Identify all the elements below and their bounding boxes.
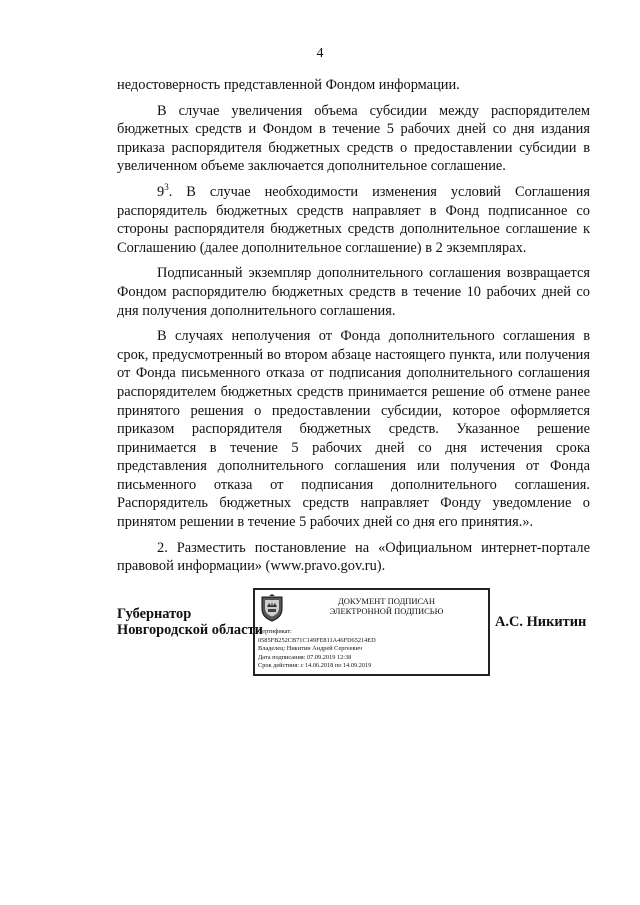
stamp-heading-line2: ЭЛЕКТРОННОЙ ПОДПИСЬЮ (329, 606, 444, 616)
clause-number: 9 (157, 183, 165, 200)
stamp-cert-label: Сертификат: (258, 628, 292, 635)
signatory-title-line2: Новгородской области (117, 622, 263, 638)
document-body (117, 76, 590, 576)
paragraph: В случае увеличения объема субсидии между распорядителем бюджетных средств и Фондом в течение 5 рабочих дней со дня издания приказа распорядителя бюджетных средств о предоставлении субсидии в увеличенном объеме заключается дополнительное соглашение. (117, 102, 590, 175)
signatory-title (117, 606, 263, 638)
stamp-cert-number: 0585FB252CB71C149FE811A46FD65214ED (258, 636, 376, 644)
stamp-owner: Владелец: Никитин Андрей Сергеевич (258, 645, 363, 653)
signatory-title-line1: Губернатор (117, 606, 192, 622)
stamp-signed-date: Дата подписания: 07.09.2019 12:38 (258, 653, 352, 661)
paragraph: 2. Разместить постановление на «Официальном интернет-портале правовой информации» (www.pravo.gov.ru). (117, 539, 590, 575)
stamp-heading-line1: ДОКУМЕНТ ПОДПИСАН (337, 596, 436, 606)
clause-text: В случае необходимости изменения условий Соглашения распорядитель бюджетных средств направляет в Фонд подписанное со стороны распорядителя бюджетных средств дополнительное соглашение к Соглашению (далее дополнительное соглашение) в 2 экземплярах. (117, 183, 591, 256)
paragraph: В случаях неполучения от Фонда дополнительного соглашения в срок, предусмотренный во втором абзаце настоящего пункта, или получения от Фонда письменного отказа от подписания дополнительного соглашения распорядителем бюджетных средств принимается решение об отмене ранее принятого решения о предоставлении субсидии, которое оформляется приказом распорядителя бюджетных средств. Указанное решение принимается в течение 5 рабочих дней со дня истечения срока представления дополнительного соглашения или получения от Фонда письменного отказа от подписания дополнительного соглашения. Распорядитель бюджетных средств направляет Фонду уведомление о принятом решении в течение 5 рабочих дней со дня его принятия.». (117, 328, 590, 531)
coat-of-arms-icon (260, 594, 284, 622)
clause-suffix: . (168, 183, 187, 200)
electronic-signature-stamp (253, 588, 490, 676)
signer-name: А.С. Никитин (495, 614, 587, 630)
stamp-details (258, 628, 488, 671)
paragraph-clause (117, 183, 590, 257)
page-number: 4 (316, 46, 324, 61)
paragraph: Подписанный экземпляр дополнительного соглашения возвращается Фондом распорядителю бюджетных средств в течение 10 рабочих дней со дня получения дополнительного соглашения. (117, 265, 590, 319)
stamp-heading (289, 596, 484, 616)
paragraph: недостоверность представленной Фондом информации. (117, 77, 460, 93)
stamp-validity: Срок действия: с 14.06.2018 по 14.09.2019 (258, 662, 372, 670)
clause-superscript: 3 (164, 182, 169, 193)
